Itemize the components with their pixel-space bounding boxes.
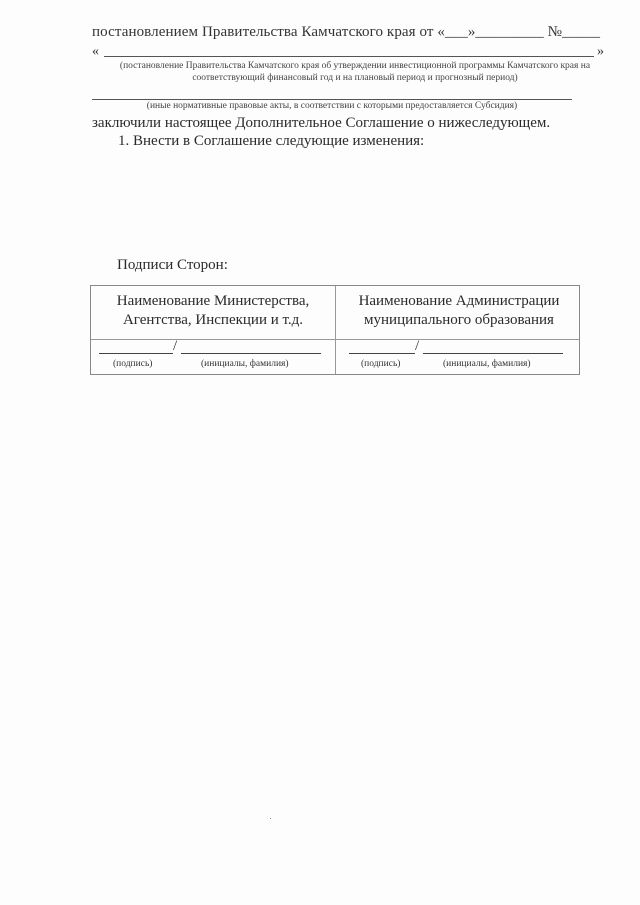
quote-open: «	[92, 44, 99, 59]
left-caption-signature: (подпись)	[113, 359, 153, 369]
table-divider-horizontal	[91, 339, 579, 340]
note-investment-program: (постановление Правительства Камчатского края об утверждении инвестиционной программы Камчатского края на соответствующий финансовый год и на плановый период и прогнозный период)	[119, 61, 591, 83]
signature-table	[90, 285, 580, 375]
right-name-line	[423, 353, 563, 354]
left-name-line	[181, 353, 321, 354]
ministry-name-header: Наименование Министерства, Агентства, Инспекции и т.д.	[116, 293, 310, 328]
amendment-item-1: 1. Внести в Соглашение следующие изменения:	[118, 133, 425, 149]
administration-name-header: Наименование Администрации муниципального образования	[358, 293, 560, 328]
note-other-acts: (иные нормативные правовые акты, в соответствии с которыми предоставляется Субсидия)	[146, 101, 518, 111]
table-divider-vertical	[335, 286, 336, 374]
right-signature-line	[349, 353, 415, 354]
left-slash: /	[173, 338, 178, 354]
signatures-title: Подписи Сторон:	[117, 257, 228, 273]
left-signature-line	[99, 353, 173, 354]
right-caption-name: (инициалы, фамилия)	[443, 359, 531, 369]
blank-fill-line-2	[92, 99, 572, 100]
scan-speck	[270, 818, 271, 819]
resolution-line: постановлением Правительства Камчатского края от «___»_________ №_____	[92, 24, 601, 40]
right-caption-signature: (подпись)	[361, 359, 401, 369]
concluded-paragraph: заключили настоящее Дополнительное Соглашение о нижеследующем.	[92, 115, 551, 131]
right-slash: /	[415, 338, 420, 354]
left-caption-name: (инициалы, фамилия)	[201, 359, 289, 369]
quote-close: »	[597, 44, 604, 59]
blank-fill-line	[104, 56, 594, 57]
